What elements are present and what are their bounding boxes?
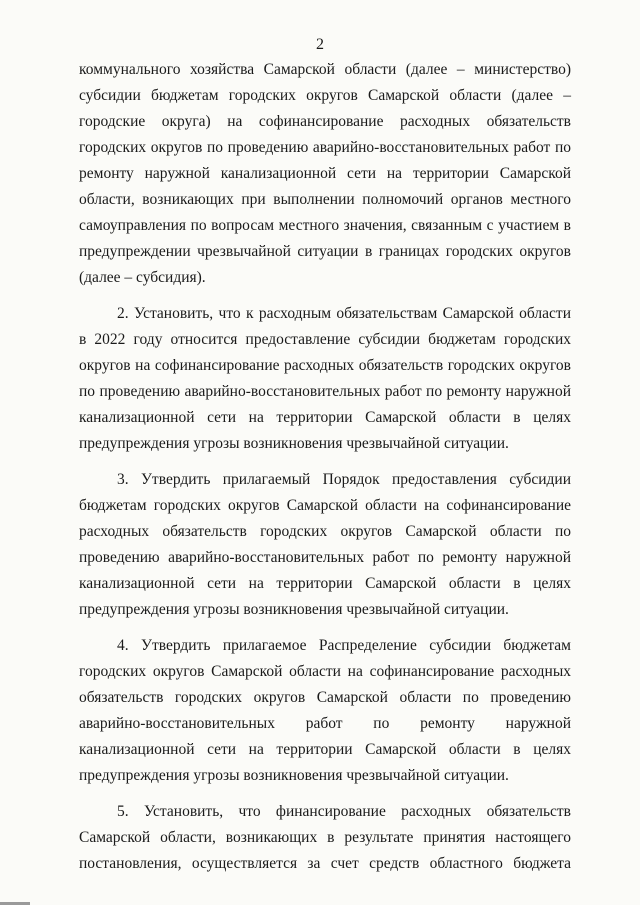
paragraph-item-5: 5. Установить, что финансирование расходных обязательств Самарской области, возникающих в результате принятия настоящего постановления, осуществляется за счет средств областного бюджета [79, 803, 571, 872]
paragraph-continuation: коммунального хозяйства Самарской области (далее – министерство) субсидии бюджетам городских округов Самарской области (далее – городские округа) на софинансирование расходных обязательств городских округов по проведению аварийно-восстановительных работ по ремонту наружной канализационной сети на территории Самарской области, возникающих при выполнении полномочий органов местного самоуправления по вопросам местного значения, связанным с участием в предупреждении чрезвычайной ситуации в границах городских округов (далее – субсидия). [79, 61, 571, 286]
paragraph-item-4: 4. Утвердить прилагаемое Распределение субсидии бюджетам городских округов Самарской области на софинансирование расходных обязательств городских округов Самарской области по проведению аварийно-восстановительных работ по ремонту наружной канализационной сети на территории Самарской области в целях предупреждения угрозы возникновения чрезвычайной ситуации. [79, 637, 571, 784]
paragraph-item-2: 2. Установить, что к расходным обязательствам Самарской области в 2022 году относится предоставление субсидии бюджетам городских округов на софинансирование расходных обязательств городских округов по проведению аварийно-восстановительных работ по ремонту наружной канализационной сети на территории Самарской области в целях предупреждения угрозы возникновения чрезвычайной ситуации. [79, 305, 571, 452]
document-body [79, 57, 571, 877]
page-number: 2 [316, 36, 324, 53]
paragraph-item-3: 3. Утвердить прилагаемый Порядок предоставления субсидии бюджетам городских округов Самарской области на софинансирование расходных обязательств городских округов Самарской области по проведению аварийно-восстановительных работ по ремонту наружной канализационной сети на территории Самарской области в целях предупреждения угрозы возникновения чрезвычайной ситуации. [79, 471, 571, 618]
